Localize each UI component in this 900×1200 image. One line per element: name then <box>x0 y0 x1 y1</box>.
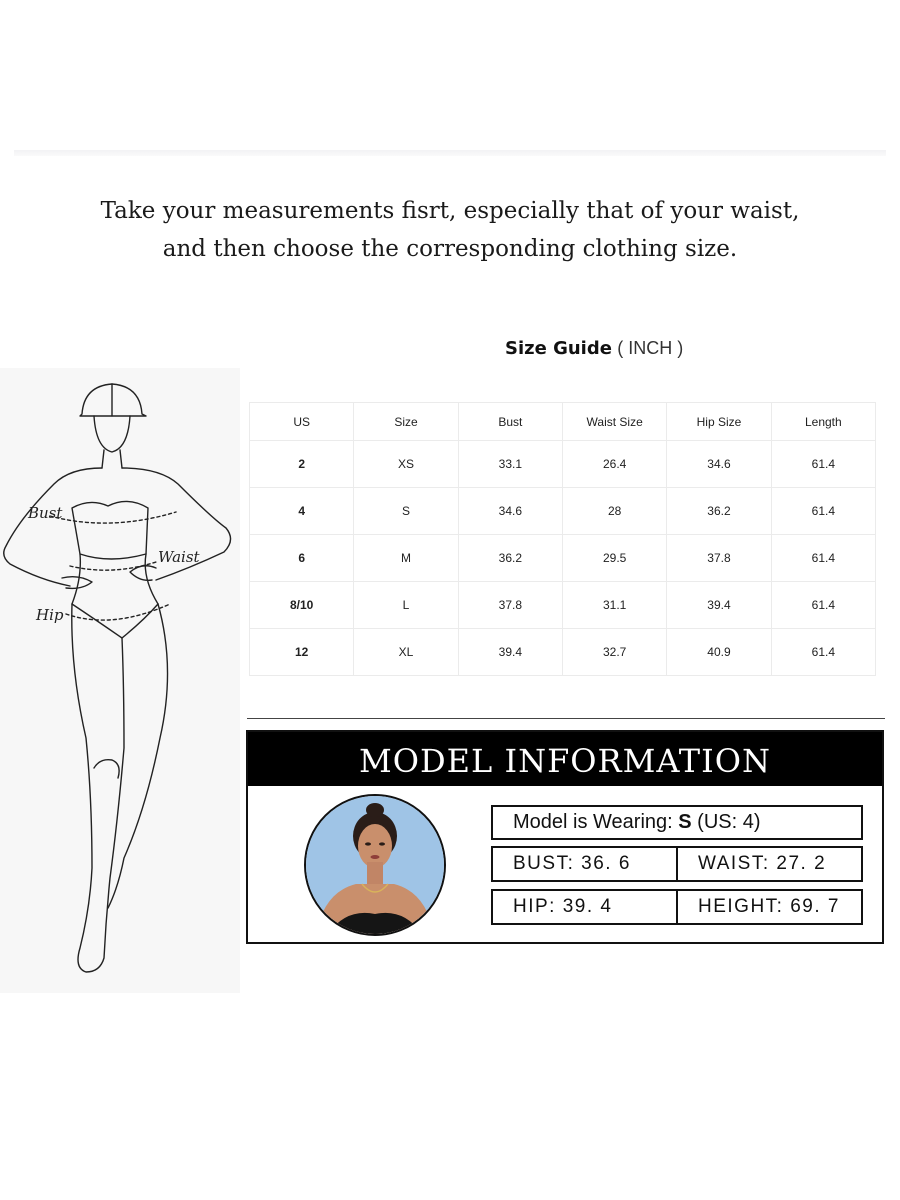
cell-hip: 39.4 <box>667 582 771 629</box>
header-size: Size <box>354 403 458 441</box>
table-row <box>250 582 876 629</box>
cell-us: 12 <box>250 629 354 676</box>
intro-text <box>0 192 900 268</box>
model-information-box <box>246 730 884 944</box>
size-guide-table <box>249 402 876 676</box>
table-row <box>250 535 876 582</box>
header-hip: Hip Size <box>667 403 771 441</box>
cell-hip: 34.6 <box>667 441 771 488</box>
cell-waist: 29.5 <box>562 535 666 582</box>
table-row <box>250 488 876 535</box>
cell-hip: 40.9 <box>667 629 771 676</box>
cell-length: 61.4 <box>771 629 875 676</box>
size-guide-title <box>505 338 683 360</box>
cell-us: 8/10 <box>250 582 354 629</box>
cell-bust: 33.1 <box>458 441 562 488</box>
model-waist-cell: WAIST: 27. 2 <box>676 846 863 882</box>
top-divider <box>14 150 886 156</box>
cell-hip: 37.8 <box>667 535 771 582</box>
cell-bust: 39.4 <box>458 629 562 676</box>
cell-hip: 36.2 <box>667 488 771 535</box>
cell-size: XL <box>354 629 458 676</box>
cell-length: 61.4 <box>771 441 875 488</box>
waist-label: Waist <box>158 548 200 566</box>
cell-length: 61.4 <box>771 488 875 535</box>
section-divider <box>247 718 885 719</box>
model-wearing-row <box>491 805 863 840</box>
hip-label: Hip <box>36 606 64 624</box>
body-figure-illustration <box>0 368 240 993</box>
wearing-us-size: (US: 4) <box>697 811 761 833</box>
size-guide-unit: ( INCH ) <box>617 338 684 358</box>
cell-waist: 32.7 <box>562 629 666 676</box>
table-header-row <box>250 403 876 441</box>
cell-size: L <box>354 582 458 629</box>
bust-label: Bust <box>28 504 63 522</box>
header-us: US <box>250 403 354 441</box>
model-photo <box>304 794 446 936</box>
cell-bust: 34.6 <box>458 488 562 535</box>
cell-size: M <box>354 535 458 582</box>
intro-line-2: and then choose the corresponding clothing size. <box>162 236 738 262</box>
cell-length: 61.4 <box>771 535 875 582</box>
cell-waist: 31.1 <box>562 582 666 629</box>
model-information-header: MODEL INFORMATION <box>248 732 882 786</box>
cell-us: 6 <box>250 535 354 582</box>
cell-length: 61.4 <box>771 582 875 629</box>
wearing-size: S <box>678 811 692 833</box>
intro-line-1: Take your measurements fisrt, especially that of your waist, <box>100 198 800 224</box>
cell-waist: 26.4 <box>562 441 666 488</box>
cell-us: 4 <box>250 488 354 535</box>
size-guide-heading: Size Guide <box>505 338 612 359</box>
header-bust: Bust <box>458 403 562 441</box>
table-row <box>250 441 876 488</box>
cell-bust: 37.8 <box>458 582 562 629</box>
cell-bust: 36.2 <box>458 535 562 582</box>
model-height-cell: HEIGHT: 69. 7 <box>676 889 863 925</box>
cell-waist: 28 <box>562 488 666 535</box>
cell-size: S <box>354 488 458 535</box>
header-length: Length <box>771 403 875 441</box>
cell-us: 2 <box>250 441 354 488</box>
table-row <box>250 629 876 676</box>
wearing-prefix: Model is Wearing: <box>513 811 673 833</box>
model-bust-cell: BUST: 36. 6 <box>491 846 678 882</box>
header-waist: Waist Size <box>562 403 666 441</box>
cell-size: XS <box>354 441 458 488</box>
model-hip-cell: HIP: 39. 4 <box>491 889 678 925</box>
